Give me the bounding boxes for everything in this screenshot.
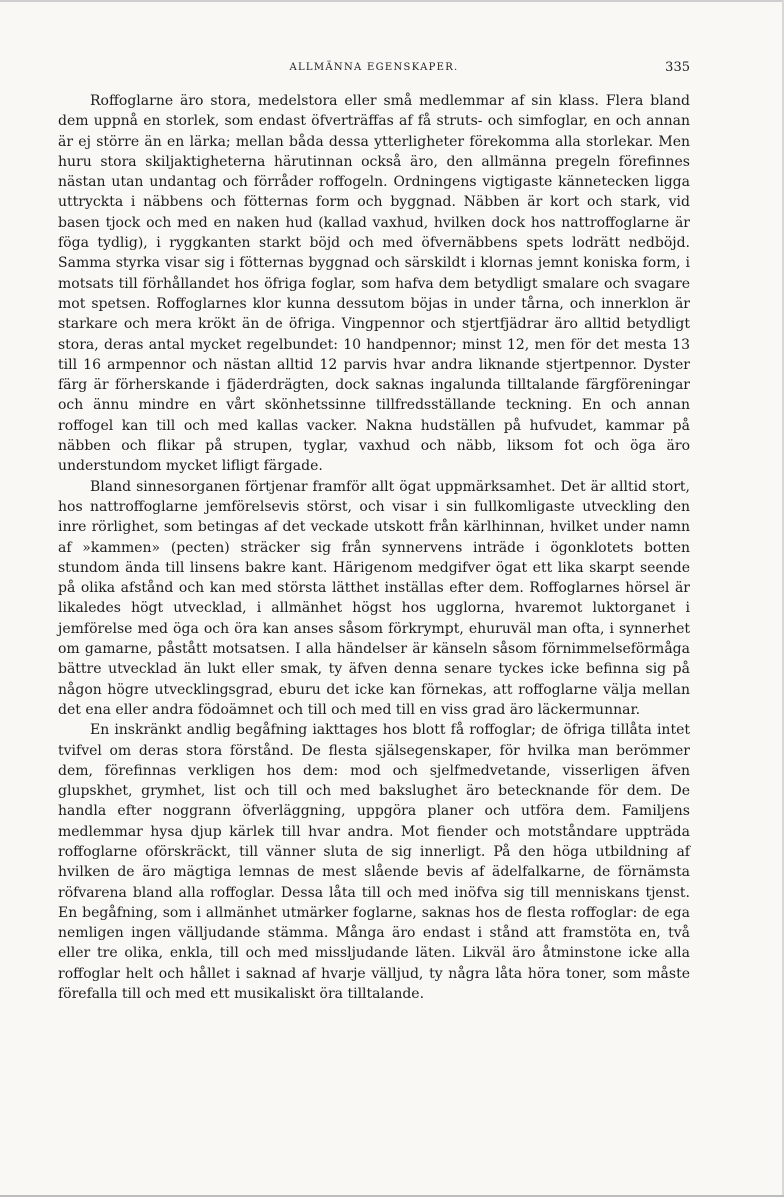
page-top-edge	[0, 0, 784, 2]
paragraph-general-form: Roffoglarne äro stora, medelstora eller små medlemmar af sin klass. Flera bland dem uppnå en storlek, som endast öfverträffas af få struts- och simfoglar, en och annan är ej större än en lärka; mellan båda dessa ytterligheter förekomma alla storlekar. Men huru stora skiljaktigheterna härutinnan också äro, den allmänna pregeln förefinnes nästan utan undantag och förråder roffogeln. Ordningens vigtigaste kännetecken ligga uttryckta i näbbens och fötternas form och byggnad. Näbben är kort och stark, vid basen tjock och med en naken hud (kallad vaxhud, hvilken dock hos nattroffoglarne är föga tydlig), i ryggkanten starkt böjd och med öfvernäbbens spets lodrätt nedböjd. Samma styrka visar sig i fötternas byggnad och särskildt i klornas jemnt koniska form, i motsats till förhållandet hos öfriga foglar, som hafva dem betydligt smalare och svagare mot spetsen. Roffoglarnes klor kunna dessutom böjas in under tårna, och innerklon är starkare och mera krökt än de öfriga. Vingpennor och stjertfjädrar äro alltid betydligt stora, deras antal mycket regelbundet: 10 handpennor; minst 12, men för det mesta 13 till 16 armpennor och nästan alltid 12 parvis hvar andra liknande stjertpennor. Dyster färg är förherskande i fjäderdrägten, dock saknas ingalunda tilltalande färgföreningar och ännu mindre en vårt skönhetssinne tillfredsställande teckning. En och annan roffogel kan till och med kallas vacker. Nakna hudställen på hufvudet, kammar på näbben och flikar på strupen, tyglar, vaxhud och näbb, liksom fot och öga äro understundom mycket lifligt färgade.	[58, 93, 690, 475]
paragraph-sense-organs: Bland sinnesorganen förtjenar framför allt ögat uppmärksamhet. Det är alltid stort, hos nattroffoglarne jemförelsevis störst, och visar i sin fullkomligaste utveckling den inre rörlighet, som betingas af det veckade utskott från kärlhinnan, hvilket under namn af »kammen» (pecten) sträcker sig från synnervens inträde i ögonklotets botten stundom ända till linsens bakre kant. Härigenom medgifver ögat ett lika skarpt seende på olika afstånd och kan med största lätthet inställas efter dem. Roffoglarnes hörsel är likaledes högt utvecklad, i allmänhet högst hos ugglorna, hvaremot luktorganet i jemförelse med öga och öra kan anses såsom förkrympt, ehuruväl man ofta, i synnerhet om gamarne, påstått motsatsen. I alla händelser är känseln såsom förnimmelseförmåga bättre utvecklad än lukt eller smak, ty äfven denna senare tyckes icke befinna sig på någon högre utvecklingsgrad, eburu det icke kan förnekas, att roffoglarne välja mellan det ena eller andra födoämnet och till och med till en viss grad äro läckermunnar.	[58, 478, 690, 718]
paragraph-intelligence: En inskränkt andlig begåfning iakttages hos blott få roffoglar; de öfriga tillåta intet tvifvel om deras stora förstånd. De flesta själsegenskaper, för hvilka man berömmer dem, förefinnas verkligen hos dem: mod och sjelfmedvetande, visserligen äfven glupskhet, grymhet, list och till och med bakslughet äro betecknande för dem. De handla efter noggrann öfverläggning, uppgöra planer och utföra dem. Familjens medlemmar hysa djup kärlek till hvar andra. Mot fiender och motståndare uppträda roffoglarne oförskräckt, till vänner sluta de sig innerligt. På den höga utbildning af hvilken de äro mägtiga lemnas de mest slående bevis af ädelfalkarne, de förnämsta röfvarena bland alla roffoglar. Dessa låta till och med inöfva sig till menniskans tjenst. En begåfning, som i allmänhet utmärker foglarne, saknas hos de flesta roffoglar: de ega nemligen ingen välljudande stämma. Många äro endast i stånd att framstöta en, två eller tre olika, enkla, till och med missljudande läten. Likväl äro åtminstone icke alla roffoglar helt och hållet i saknad af hvarje välljud, ty några låta höra toner, som måste förefalla till och med ett musikaliskt öra tilltalande.	[58, 722, 690, 1003]
page-number: 335	[665, 60, 690, 75]
running-head	[58, 60, 690, 82]
body-text	[58, 91, 690, 1004]
running-title: ALLMÄNNA EGENSKAPER.	[289, 62, 459, 73]
